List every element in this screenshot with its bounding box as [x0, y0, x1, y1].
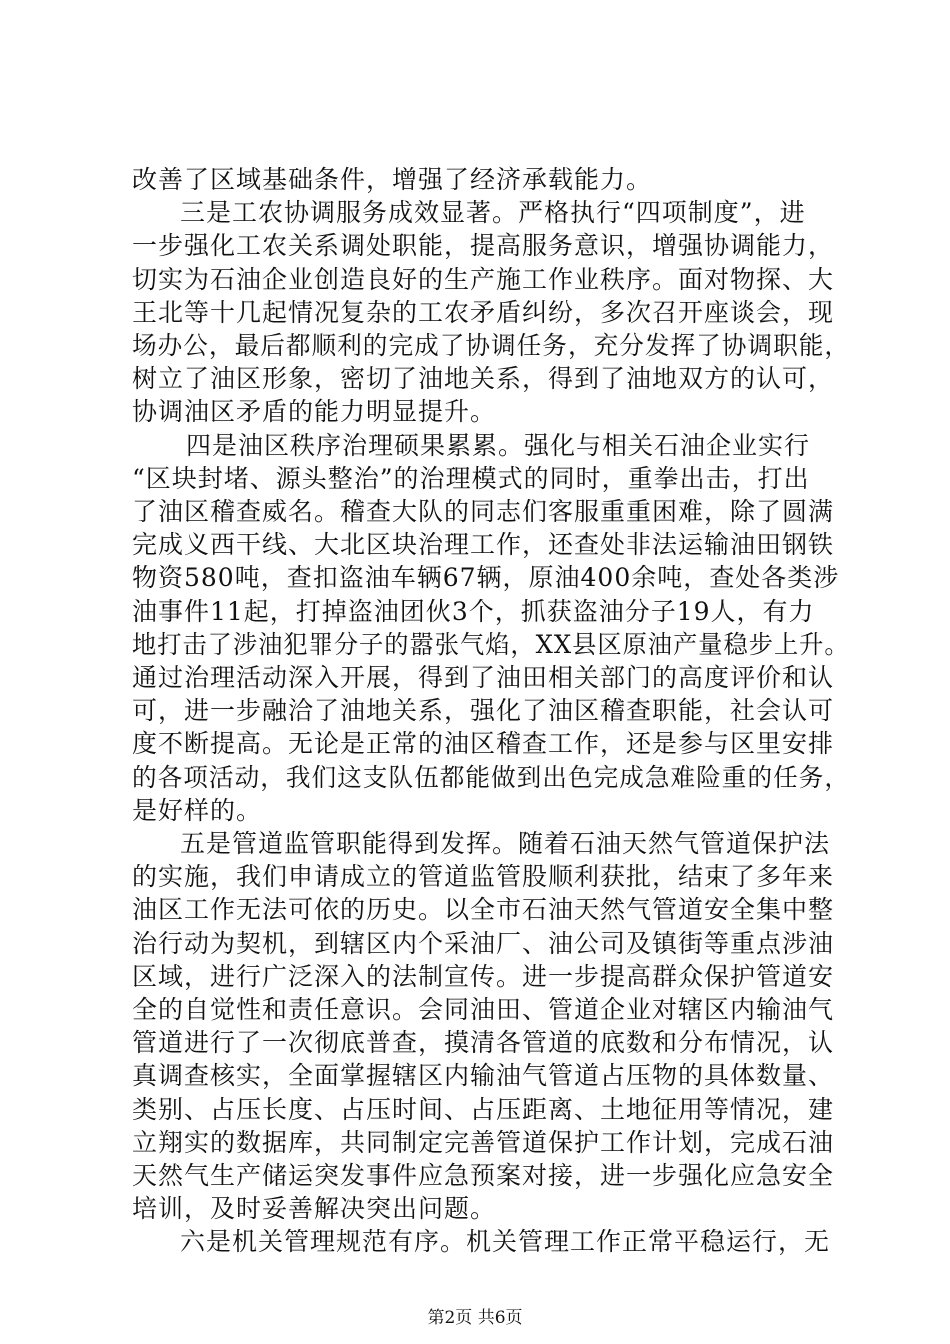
- text-line: 区域，进行广泛深入的法制宣传。进一步提高群众保护管道安: [132, 961, 835, 991]
- text-line: 通过治理活动深入开展，得到了油田相关部门的高度评价和认: [132, 663, 835, 692]
- text-line: 的各项活动，我们这支队伍都能做到出色完成急难险重的任务，: [132, 762, 851, 792]
- text-line: 油事件11起，打掉盗油团伙3个，抓获盗油分子19人，有力: [132, 596, 815, 626]
- text-line: 物资580吨，查扣盗油车辆67辆，原油400余吨，查处各类涉: [132, 563, 840, 593]
- text-line: “区块封堵、源头整治”的治理模式的同时，重拳出击，打出: [132, 463, 810, 493]
- text-line: 协调油区矛盾的能力明显提升。: [132, 397, 497, 427]
- text-line: 治行动为契机，到辖区内个采油厂、油公司及镇街等重点涉油: [132, 928, 835, 958]
- text-line: 五是管道监管职能得到发挥。随着石油天然气管道保护法: [180, 829, 831, 858]
- text-line: 类别、占压长度、占压时间、占压距离、土地征用等情况，建: [132, 1094, 835, 1124]
- text-line: 场办公，最后都顺利的完成了协调任务，充分发挥了协调职能，: [132, 331, 851, 360]
- text-line: 是好样的。: [132, 795, 263, 825]
- text-line: 真调查核实，全面掌握辖区内输油气管道占压物的具体数量、: [132, 1061, 835, 1091]
- text-line: 可，进一步融洽了油地关系，强化了油区稽查职能，社会认可: [132, 696, 835, 726]
- text-line: 培训，及时妥善解决突出问题。: [132, 1194, 497, 1224]
- text-line: 六是机关管理规范有序。机关管理工作正常平稳运行，无: [180, 1227, 831, 1257]
- text-line: 三是工农协调服务成效显著。严格执行“四项制度”，进: [180, 198, 806, 228]
- text-line: 一步强化工农关系调处职能，提高服务意识，增强协调能力，: [132, 231, 835, 261]
- text-line: 切实为石油企业创造良好的生产施工作业秩序。面对物探、大: [132, 264, 835, 294]
- text-line: 完成义西干线、大北区块治理工作，还查处非法运输油田钢铁: [132, 530, 835, 560]
- text-line: 四是油区秩序治理硕果累累。强化与相关石油企业实行: [186, 430, 811, 460]
- text-line: 度不断提高。无论是正常的油区稽查工作，还是参与区里安排: [132, 729, 835, 759]
- text-line: 地打击了涉油犯罪分子的嚣张气焰，XX县区原油产量稳步上升。: [132, 629, 850, 659]
- text-line: 树立了油区形象，密切了油地关系，得到了油地双方的认可，: [132, 364, 835, 394]
- text-line: 管道进行了一次彻底普查，摸清各管道的底数和分布情况，认: [132, 1028, 835, 1058]
- text-line: 立翔实的数据库，共同制定完善管道保护工作计划，完成石油: [132, 1127, 835, 1157]
- text-line: 的实施，我们申请成立的管道监管股顺利获批，结束了多年来: [132, 862, 835, 892]
- text-line: 王北等十几起情况复杂的工农矛盾纠纷，多次召开座谈会，现: [132, 297, 835, 327]
- text-line: 油区工作无法可依的历史。以全市石油天然气管道安全集中整: [132, 895, 835, 925]
- text-line: 全的自觉性和责任意识。会同油田、管道企业对辖区内输油气: [132, 995, 835, 1024]
- text-line: 改善了区域基础条件，增强了经济承载能力。: [132, 165, 653, 194]
- text-line: 了油区稽查威名。稽查大队的同志们客服重重困难，除了圆满: [132, 497, 835, 526]
- page-number: 第2页 共6页: [427, 1308, 523, 1328]
- page-footer: [0, 1306, 950, 1330]
- text-line: 天然气生产储运突发事件应急预案对接，进一步强化应急安全: [132, 1161, 835, 1190]
